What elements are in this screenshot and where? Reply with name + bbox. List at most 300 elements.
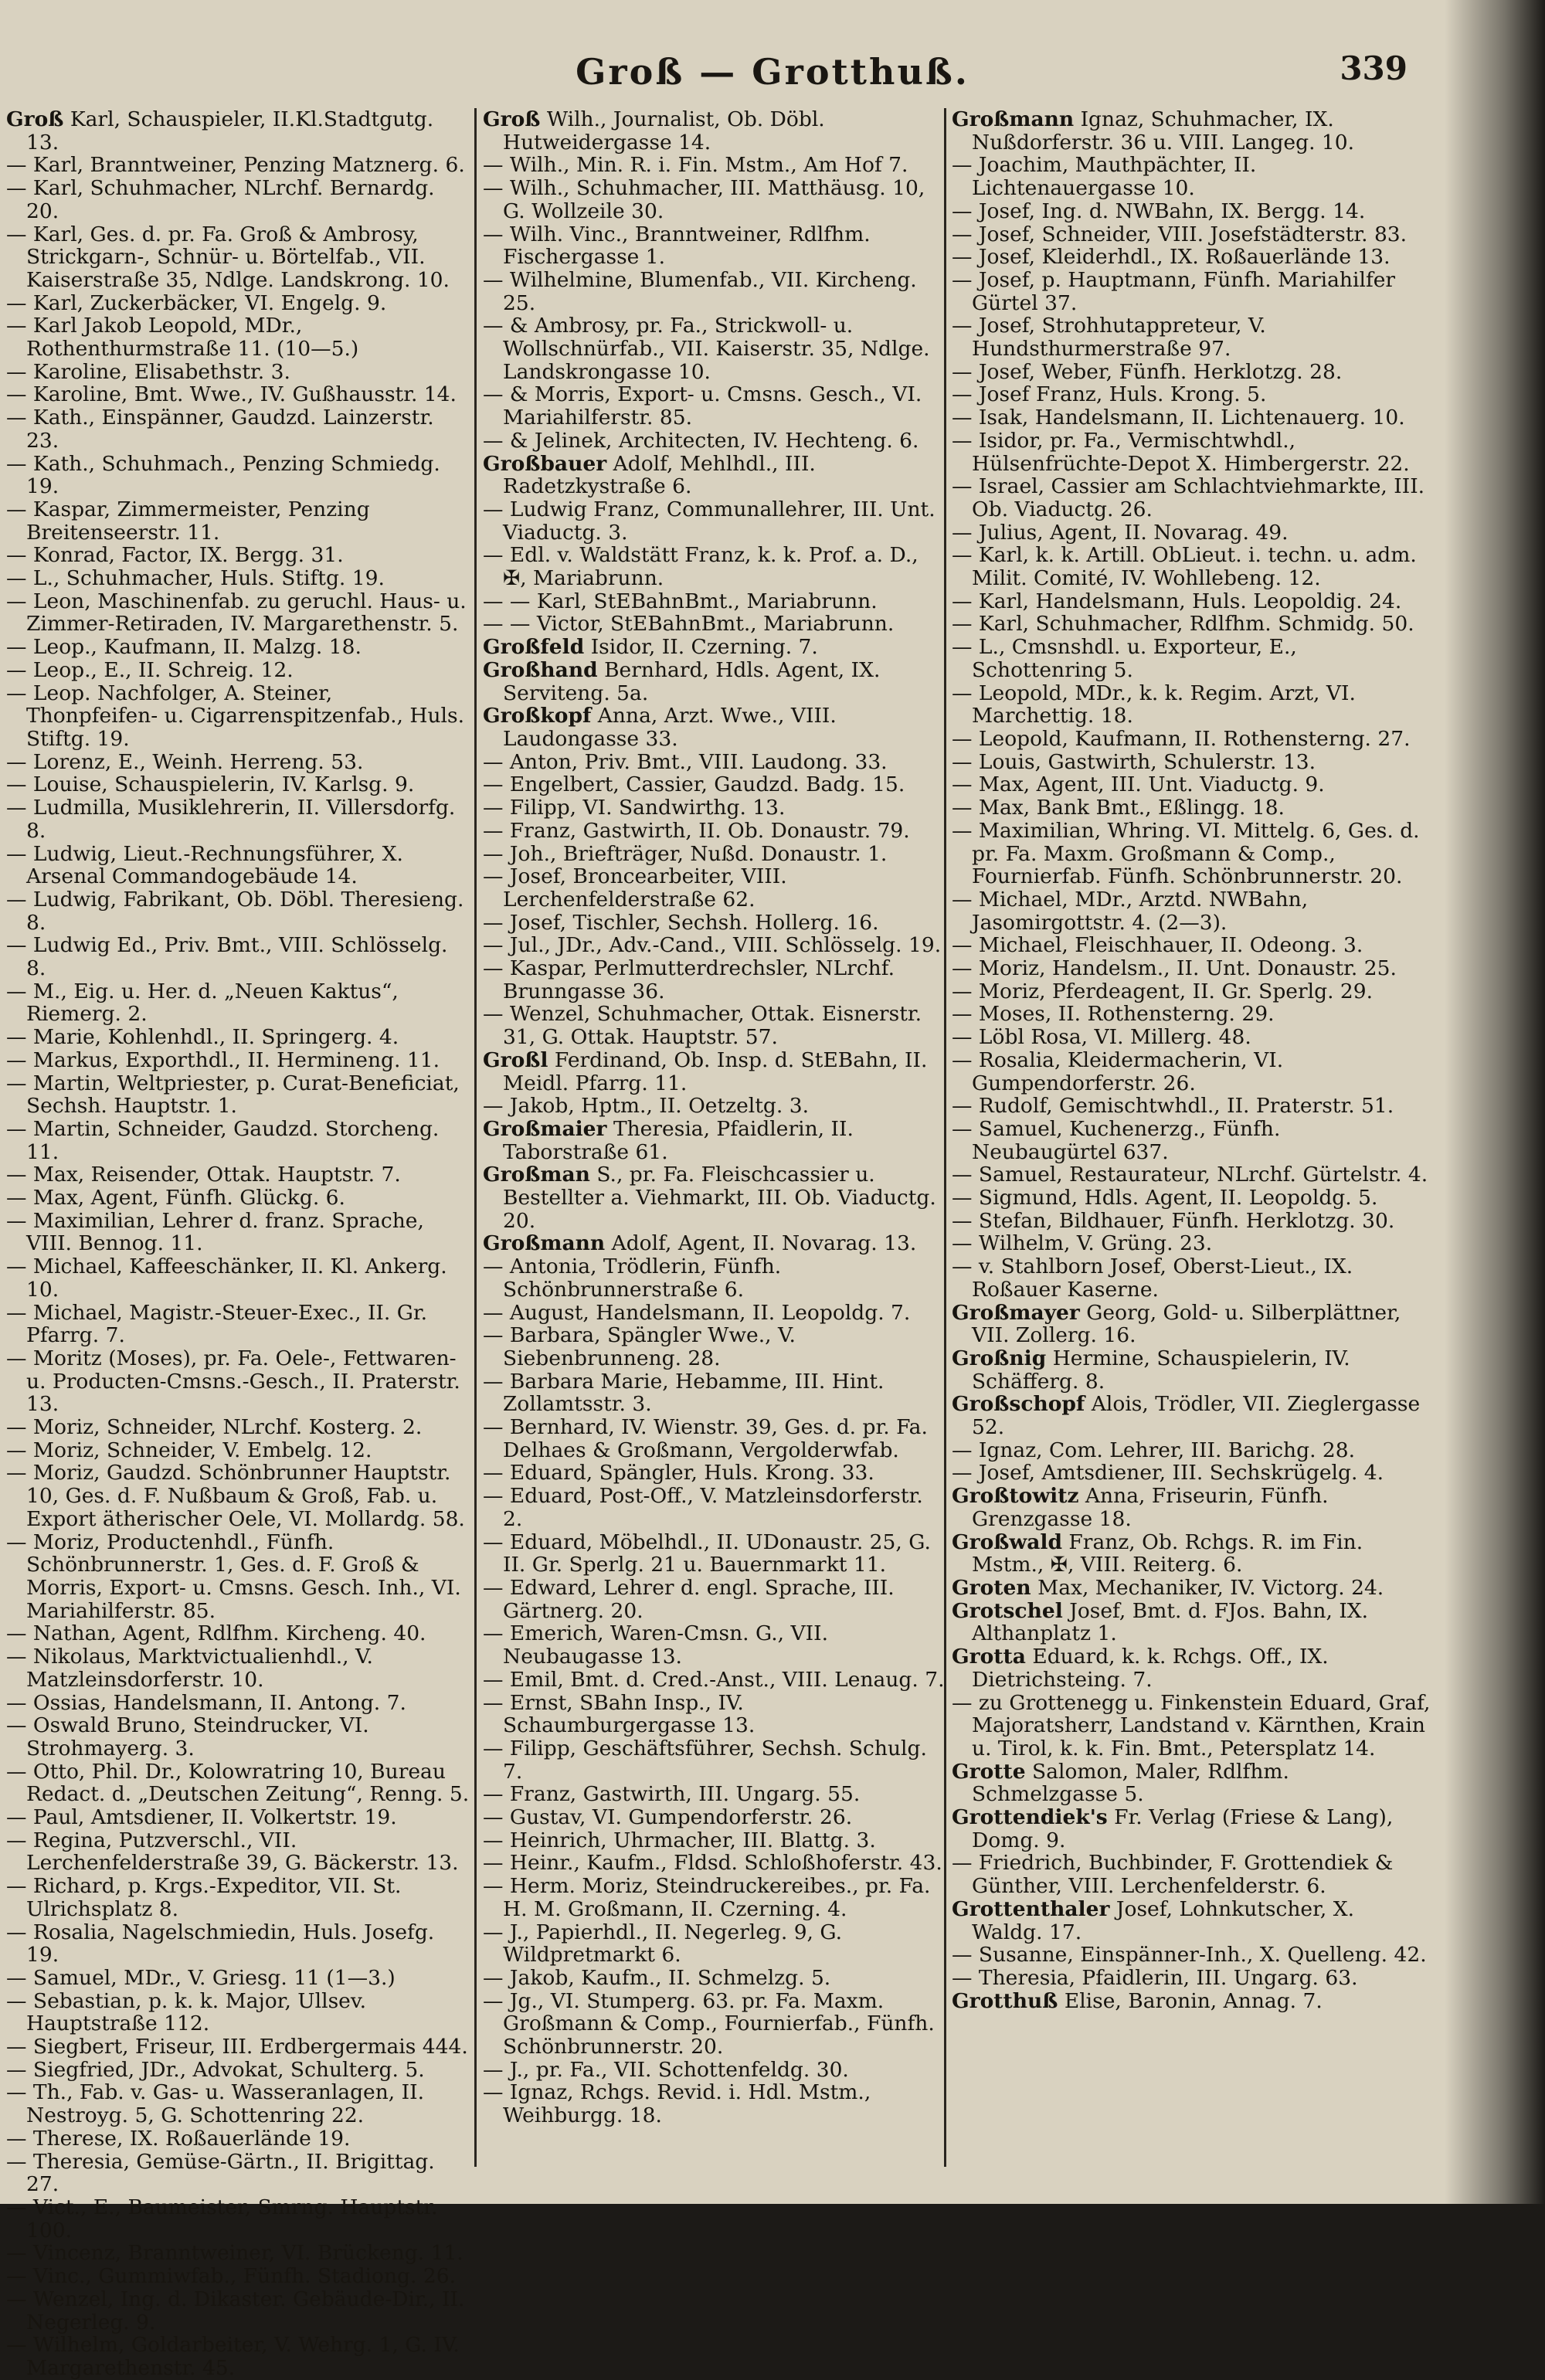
entry-text: — zu Grottenegg u. Finkenstein Eduard, Graf, Majoratsherr, Landstand v. Kärnthen, Krain u. Tirol, k. k. Fin. Bmt., Petersplatz 14. bbox=[952, 1690, 1431, 1760]
directory-entry bbox=[483, 796, 946, 820]
entry-text: — Ignaz, Com. Lehrer, III. Barichg. 28. bbox=[952, 1438, 1356, 1462]
entry-text: — Karl Jakob Leopold, MDr., Rothenthurmstraße 11. (10—5.) bbox=[6, 314, 359, 362]
directory-entry bbox=[483, 1255, 946, 1301]
directory-entry bbox=[483, 544, 946, 589]
directory-entry bbox=[952, 590, 1431, 613]
entry-text: — Ludwig Ed., Priv. Bmt., VIII. Schlösselg. 8. bbox=[6, 933, 448, 981]
directory-entry bbox=[952, 1990, 1431, 2013]
directory-entry bbox=[6, 154, 470, 177]
entry-text: — Jg., VI. Stumperg. 63. pr. Fa. Maxm. Großmann & Comp., Fournierfab., Fünfh. Schönbrunnerstr. 20. bbox=[483, 1988, 935, 2059]
directory-entry bbox=[483, 704, 946, 750]
entry-text: — Joachim, Mauthpächter, II. Lichtenauergasse 10. bbox=[952, 153, 1257, 201]
entry-text: — Konrad, Factor, IX. Bergg. 31. bbox=[6, 543, 344, 568]
directory-entry bbox=[952, 521, 1431, 545]
entry-text: — Gustav, VI. Gumpendorferstr. 26. bbox=[483, 1805, 853, 1830]
entry-text: — Wilhelm, V. Grüng. 23. bbox=[952, 1231, 1213, 1256]
directory-entry bbox=[952, 1232, 1431, 1255]
entry-text: Hermine, Schauspielerin, IV. Schäfferg. 8. bbox=[972, 1346, 1350, 1394]
entry-text: — J., Papierhdl., II. Negerleg. 9, G. Wildpretmarkt 6. bbox=[483, 1920, 843, 1967]
directory-entry bbox=[483, 1163, 946, 1232]
directory-entry bbox=[952, 1210, 1431, 1233]
directory-entry bbox=[6, 2334, 470, 2379]
entry-surname: Grottendiek's bbox=[952, 1805, 1108, 1830]
entry-text: — Kaspar, Zimmermeister, Penzing Breitenseerstr. 11. bbox=[6, 497, 370, 545]
entry-text: — Ernst, SBahn Insp., IV. Schaumburgergasse 13. bbox=[483, 1690, 756, 1738]
directory-entry bbox=[6, 2265, 470, 2288]
entry-text: — Karl, Schuhmacher, NLrchf. Bernardg. 20. bbox=[6, 176, 435, 223]
entry-text: — Vincenz, Branntweiner, VI. Brückeng. 11. bbox=[6, 2241, 464, 2266]
entry-text: — Ludwig, Lieut.-Rechnungsführer, X. Arsenal Commandogebäude 14. bbox=[6, 841, 403, 889]
entry-text: — Nikolaus, Marktvictualienhdl., V. Matzleinsdorferstr. 10. bbox=[6, 1645, 373, 1692]
directory-entry bbox=[6, 361, 470, 384]
directory-entry bbox=[483, 1692, 946, 1737]
directory-entry bbox=[6, 1806, 470, 1829]
directory-entry bbox=[483, 1324, 946, 1370]
entry-text: — Edl. v. Waldstätt Franz, k. k. Prof. a. D., ✠, Mariabrunn. bbox=[483, 543, 919, 591]
entry-text: — Ludwig Franz, Communallehrer, III. Unt. Viaductg. 3. bbox=[483, 497, 935, 545]
entry-text: — Wilh., Min. R. i. Fin. Mstm., Am Hof 7. bbox=[483, 153, 908, 178]
directory-entry bbox=[952, 1187, 1431, 1210]
directory-entry bbox=[6, 1692, 470, 1715]
directory-entry bbox=[483, 314, 946, 383]
entry-text: — Vict., E., Baumeister, Smrng. Hauptstr. 100. bbox=[6, 2195, 438, 2242]
directory-entry bbox=[483, 1737, 946, 1783]
directory-entry bbox=[952, 728, 1431, 751]
directory-entry bbox=[6, 1416, 470, 1439]
entry-text: — Otto, Phil. Dr., Kolowratring 10, Bureau Redact. d. „Deutschen Zeitung“, Renng. 5. bbox=[6, 1759, 470, 1807]
directory-entry bbox=[483, 1003, 946, 1048]
entry-text: — & Morris, Export- u. Cmsns. Gesch., VI. Mariahilferstr. 85. bbox=[483, 382, 922, 430]
entry-text: — Martin, Weltpriester, p. Curat-Beneficiat, Sechsh. Hauptstr. 1. bbox=[6, 1071, 460, 1119]
entry-text: — Markus, Exporthdl., II. Hermineng. 11. bbox=[6, 1047, 440, 1072]
entry-text: — Samuel, Kuchenerzg., Fünfh. Neubaugürtel 637. bbox=[952, 1116, 1281, 1164]
directory-entry bbox=[483, 751, 946, 774]
directory-entry bbox=[483, 636, 946, 659]
directory-entry bbox=[952, 406, 1431, 429]
directory-entry bbox=[952, 1692, 1431, 1760]
entry-text: — Theresia, Gemüse-Gärtn., II. Brigittag. 27. bbox=[6, 2149, 435, 2197]
entry-text: — Josef, Ing. d. NWBahn, IX. Bergg. 14. bbox=[952, 199, 1366, 223]
directory-entry bbox=[483, 1783, 946, 1806]
entry-text: Bernhard, Hdls. Agent, IX. Serviteng. 5a. bbox=[503, 657, 881, 705]
directory-entry bbox=[483, 1095, 946, 1118]
page-header bbox=[0, 45, 1545, 99]
entry-surname: Großl bbox=[483, 1047, 548, 1072]
entry-text: Elise, Baronin, Annag. 7. bbox=[1058, 1988, 1323, 2013]
directory-entry bbox=[952, 934, 1431, 957]
entry-text: — Ludmilla, Musiklehrerin, II. Villersdorfg. 8. bbox=[6, 796, 456, 843]
entry-text: — Moriz, Schneider, NLrchf. Kosterg. 2. bbox=[6, 1415, 423, 1440]
directory-entry bbox=[6, 1347, 470, 1416]
entry-text: — Stefan, Bildhauer, Fünfh. Herklotzg. 30. bbox=[952, 1208, 1395, 1233]
directory-entry bbox=[6, 1714, 470, 1760]
entry-text: — Leop., Kaufmann, II. Malzg. 18. bbox=[6, 635, 362, 660]
entry-text: — Josef, Kleiderhdl., IX. Roßauerlände 13. bbox=[952, 245, 1390, 270]
directory-entry bbox=[6, 498, 470, 544]
directory-entry bbox=[6, 1026, 470, 1049]
directory-entry bbox=[483, 1416, 946, 1462]
directory-entry bbox=[6, 2151, 470, 2196]
directory-entry bbox=[6, 1829, 470, 1875]
entry-text: — Leopold, Kaufmann, II. Rothensterng. 27. bbox=[952, 726, 1411, 751]
entry-text: — Max, Agent, Fünfh. Glückg. 6. bbox=[6, 1186, 345, 1210]
entry-text: — Friedrich, Buchbinder, F. Grottendiek & Günther, VIII. Lerchenfelderstr. 6. bbox=[952, 1851, 1394, 1899]
directory-entry bbox=[952, 1760, 1431, 1806]
entry-text: Ferdinand, Ob. Insp. d. StEBahn, II. Meidl. Pfarrg. 11. bbox=[503, 1047, 928, 1095]
directory-entry bbox=[483, 429, 946, 453]
entry-text: Max, Mechaniker, IV. Victorg. 24. bbox=[1031, 1576, 1384, 1600]
entry-text: — Josef, p. Hauptmann, Fünfh. Mariahilfer Gürtel 37. bbox=[952, 267, 1396, 315]
directory-entry bbox=[483, 912, 946, 935]
directory-entry bbox=[6, 1072, 470, 1118]
entry-text: — Emil, Bmt. d. Cred.-Anst., VIII. Lenaug. 7. bbox=[483, 1667, 945, 1692]
entry-text: — Karl, Ges. d. pr. Fa. Groß & Ambrosy, Strickgarn-, Schnür- u. Börtelfab., VII. Kaiserstraße 35, Ndlge. Landskrong. 10. bbox=[6, 222, 450, 292]
directory-entry bbox=[952, 269, 1431, 314]
entry-surname: Großhand bbox=[483, 657, 598, 682]
entry-text: — Susanne, Einspänner-Inh., X. Quelleng. 42. bbox=[952, 1943, 1427, 1967]
entry-text: — Wilh., Schuhmacher, III. Matthäusg. 10, G. Wollzeile 30. bbox=[483, 176, 925, 223]
directory-entry bbox=[483, 1302, 946, 1325]
entry-text: — Karl, Schuhmacher, Rdlfhm. Schmidg. 50. bbox=[952, 612, 1414, 637]
entry-text: — Maximilian, Lehrer d. franz. Sprache, VIII. Bennog. 11. bbox=[6, 1208, 424, 1256]
entry-text: — Jul., JDr., Adv.-Cand., VIII. Schlösselg. 19. bbox=[483, 933, 942, 958]
entry-text: — Filipp, VI. Sandwirthg. 13. bbox=[483, 796, 786, 820]
column-1 bbox=[6, 107, 470, 2380]
directory-entry bbox=[952, 1163, 1431, 1187]
entry-text: — Siegbert, Friseur, III. Erdbergermais 444. bbox=[6, 2035, 468, 2059]
directory-entry bbox=[6, 1163, 470, 1187]
directory-entry bbox=[6, 1531, 470, 1623]
entry-text: — Ludwig, Fabrikant, Ob. Döbl. Theresieng. 8. bbox=[6, 887, 464, 935]
directory-entry bbox=[483, 1669, 946, 1692]
entry-text: — Max, Bank Bmt., Eßlingg. 18. bbox=[952, 796, 1285, 820]
directory-entry bbox=[952, 636, 1431, 681]
directory-entry bbox=[6, 1921, 470, 1967]
directory-entry bbox=[6, 1875, 470, 1920]
directory-entry bbox=[483, 1622, 946, 1668]
directory-entry bbox=[6, 453, 470, 498]
scan-dark-edge bbox=[1445, 0, 1545, 2204]
entry-surname: Großmaier bbox=[483, 1116, 607, 1141]
entry-text: — — Karl, StEBahnBmt., Mariabrunn. bbox=[483, 589, 878, 613]
entry-text: Josef, Lohnkutscher, X. Waldg. 17. bbox=[972, 1896, 1354, 1944]
entry-text: — Barbara Marie, Hebamme, III. Hint. Zollamtsstr. 3. bbox=[483, 1369, 885, 1417]
directory-entry bbox=[952, 1462, 1431, 1485]
column-2 bbox=[483, 108, 946, 2163]
directory-entry bbox=[483, 498, 946, 544]
entry-text: — Max, Agent, III. Unt. Viaductg. 9. bbox=[952, 772, 1325, 797]
directory-entry bbox=[483, 934, 946, 957]
entry-text: — Rudolf, Gemischtwhdl., II. Praterstr. 51. bbox=[952, 1094, 1394, 1119]
entry-text: — Richard, p. Krgs.-Expeditor, VII. St. Ulrichsplatz 8. bbox=[6, 1874, 402, 1921]
entry-text: — Rosalia, Nagelschmiedin, Huls. Josefg. 19. bbox=[6, 1920, 435, 1967]
entry-text: — Isidor, pr. Fa., Vermischtwhdl., Hülsenfrüchte-Depot X. Himbergerstr. 22. bbox=[952, 428, 1410, 476]
entry-text: — Wenzel, Schuhmacher, Ottak. Eisnerstr. 31, G. Ottak. Hauptstr. 57. bbox=[483, 1002, 922, 1050]
directory-entry bbox=[483, 1990, 946, 2059]
directory-entry bbox=[952, 1095, 1431, 1118]
directory-entry bbox=[952, 1347, 1431, 1393]
directory-entry bbox=[483, 1577, 946, 1622]
directory-entry bbox=[952, 682, 1431, 728]
entry-surname: Großman bbox=[483, 1163, 590, 1187]
directory-entry bbox=[952, 820, 1431, 888]
directory-entry bbox=[6, 1967, 470, 1990]
entry-text: — Vinc., Gummiwfab., Fünfh. Stadiong. 26. bbox=[6, 2264, 457, 2289]
entry-surname: Großschopf bbox=[952, 1392, 1085, 1417]
directory-entry bbox=[6, 2127, 470, 2151]
directory-entry bbox=[483, 177, 946, 222]
directory-entry bbox=[6, 682, 470, 751]
directory-entry bbox=[952, 1806, 1431, 1852]
entry-text: — Antonia, Trödlerin, Fünfh. Schönbrunnerstraße 6. bbox=[483, 1255, 782, 1302]
entry-text: — Leopold, MDr., k. k. Regim. Arzt, VI. Marchettig. 18. bbox=[952, 681, 1356, 728]
entry-text: — Leop. Nachfolger, A. Steiner, Thonpfeifen- u. Cigarrenspitzenfab., Huls. Stiftg. 19. bbox=[6, 681, 465, 751]
entry-text: Isidor, II. Czerning. 7. bbox=[584, 635, 818, 660]
directory-entry bbox=[483, 590, 946, 613]
entry-text: — Samuel, Restaurateur, NLrchf. Gürtelstr. 4. bbox=[952, 1163, 1428, 1187]
directory-entry bbox=[6, 1187, 470, 1210]
entry-text: — Josef, Tischler, Sechsh. Hollerg. 16. bbox=[483, 910, 879, 935]
entry-text: — Moriz, Schneider, V. Embelg. 12. bbox=[6, 1438, 372, 1462]
entry-text: — Moriz, Pferdeagent, II. Gr. Sperlg. 29. bbox=[952, 979, 1374, 1003]
directory-entry bbox=[952, 1049, 1431, 1095]
entry-text: — Eduard, Post-Off., V. Matzleinsdorferstr. 2. bbox=[483, 1484, 923, 1531]
entry-text: — Nathan, Agent, Rdlfhm. Kircheng. 40. bbox=[6, 1621, 426, 1646]
directory-entry bbox=[483, 1049, 946, 1095]
entry-surname: Grotte bbox=[952, 1759, 1026, 1784]
entry-text: — Josef, Weber, Fünfh. Herklotzg. 28. bbox=[952, 359, 1343, 384]
entry-text: — Leon, Maschinenfab. zu geruchl. Haus- u. Zimmer-Retiraden, IV. Margarethenstr. 5. bbox=[6, 589, 467, 637]
directory-entry bbox=[6, 406, 470, 452]
directory-entry bbox=[952, 1967, 1431, 1990]
directory-entry bbox=[6, 773, 470, 796]
entry-surname: Grotta bbox=[952, 1645, 1026, 1669]
directory-entry bbox=[483, 613, 946, 636]
entry-surname: Großtowitz bbox=[952, 1484, 1079, 1509]
entry-text: Franz, Ob. Rchgs. R. im Fin. Mstm., ✠, VIII. Reiterg. 6. bbox=[972, 1530, 1363, 1577]
directory-entry bbox=[952, 888, 1431, 934]
entry-text: — Josef, Amtsdiener, III. Sechskrügelg. 4. bbox=[952, 1461, 1384, 1485]
entry-text: — J., pr. Fa., VII. Schottenfeldg. 30. bbox=[483, 2057, 849, 2082]
directory-entry bbox=[483, 1531, 946, 1577]
entry-text: — Moses, II. Rothensterng. 29. bbox=[952, 1002, 1275, 1027]
entry-surname: Großkopf bbox=[483, 704, 592, 728]
directory-entry bbox=[6, 1462, 470, 1530]
entry-text: — Löbl Rosa, VI. Millerg. 48. bbox=[952, 1025, 1251, 1050]
entry-surname: Großfeld bbox=[483, 635, 585, 660]
directory-entry bbox=[483, 2059, 946, 2082]
entry-text: Eduard, k. k. Rchgs. Off., IX. Dietrichsteing. 7. bbox=[972, 1645, 1329, 1692]
directory-entry bbox=[6, 1760, 470, 1806]
directory-entry bbox=[6, 108, 470, 154]
entry-text: — Regina, Putzverschl., VII. Lerchenfelderstraße 39, G. Bäckerstr. 13. bbox=[6, 1828, 459, 1876]
entry-text: — Louis, Gastwirth, Schulerstr. 13. bbox=[952, 749, 1316, 774]
directory-entry bbox=[6, 314, 470, 360]
entry-surname: Großmayer bbox=[952, 1300, 1080, 1325]
entry-text: — Sebastian, p. k. k. Major, Ullsev. Hauptstraße 112. bbox=[6, 1988, 367, 2036]
entry-text: — Ignaz, Rchgs. Revid. i. Hdl. Mstm., Weihburgg. 18. bbox=[483, 2080, 871, 2128]
directory-entry bbox=[952, 1485, 1431, 1530]
directory-entry bbox=[952, 957, 1431, 980]
directory-entry bbox=[483, 957, 946, 1003]
entry-text: — Engelbert, Cassier, Gaudzd. Badg. 15. bbox=[483, 772, 905, 797]
entry-text: — Michael, Magistr.-Steuer-Exec., II. Gr. Pfarrg. 7. bbox=[6, 1300, 428, 1348]
entry-text: — Moritz (Moses), pr. Fa. Oele-, Fettwaren- u. Producten-Cmsns.-Gesch., II. Praterstr. 13. bbox=[6, 1346, 460, 1417]
directory-entry bbox=[6, 1210, 470, 1255]
entry-surname: Großnig bbox=[952, 1346, 1047, 1370]
directory-entry bbox=[952, 475, 1431, 521]
entry-text: — Karl, Branntweiner, Penzing Matznerg. 6. bbox=[6, 153, 465, 178]
directory-entry bbox=[952, 246, 1431, 269]
directory-entry bbox=[6, 544, 470, 567]
directory-entry bbox=[483, 1462, 946, 1485]
directory-entry bbox=[483, 820, 946, 843]
entry-text: — Theresia, Pfaidlerin, III. Ungarg. 63. bbox=[952, 1965, 1358, 1990]
entry-surname: Groten bbox=[952, 1576, 1031, 1600]
directory-entry bbox=[952, 223, 1431, 246]
directory-entry bbox=[6, 590, 470, 636]
entry-text: — Julius, Agent, II. Novarag. 49. bbox=[952, 520, 1289, 545]
entry-text: — & Ambrosy, pr. Fa., Strickwoll- u. Wollschnürfab., VII. Kaiserstr. 35, Ndlge. Landskrongasse 10. bbox=[483, 314, 930, 384]
entry-text: — M., Eig. u. Her. d. „Neuen Kaktus“, Riemerg. 2. bbox=[6, 979, 399, 1027]
directory-entry bbox=[483, 1232, 946, 1255]
directory-entry bbox=[483, 1875, 946, 1920]
directory-entry bbox=[483, 1829, 946, 1852]
directory-entry bbox=[483, 1967, 946, 1990]
directory-entry bbox=[483, 154, 946, 177]
directory-entry bbox=[483, 1485, 946, 1530]
entry-text: — Marie, Kohlenhdl., II. Springerg. 4. bbox=[6, 1025, 399, 1050]
directory-entry bbox=[6, 796, 470, 842]
entry-text: Adolf, Mehlhdl., III. Radetzkystraße 6. bbox=[503, 451, 816, 499]
directory-entry bbox=[952, 1393, 1431, 1438]
entry-text: — Samuel, MDr., V. Griesg. 11 (1—3.) bbox=[6, 1965, 396, 1990]
entry-text: Theresia, Pfaidlerin, II. Taborstraße 61. bbox=[503, 1116, 854, 1164]
entry-surname: Großwald bbox=[952, 1530, 1062, 1554]
entry-text: — & Jelinek, Architecten, IV. Hechteng. 6. bbox=[483, 428, 919, 453]
entry-text: — Rosalia, Kleidermacherin, VI. Gumpendorferstr. 26. bbox=[952, 1047, 1284, 1095]
directory-entry bbox=[952, 1118, 1431, 1163]
entry-text: — Lorenz, E., Weinh. Herreng. 53. bbox=[6, 749, 364, 774]
directory-entry bbox=[952, 1302, 1431, 1347]
entry-text: — Franz, Gastwirth, II. Ob. Donaustr. 79. bbox=[483, 818, 910, 843]
entry-text: — Oswald Bruno, Steindrucker, VI. Strohmayerg. 3. bbox=[6, 1713, 369, 1760]
entry-text: — Isak, Handelsmann, II. Lichtenauerg. 10. bbox=[952, 406, 1405, 430]
entry-text: — Max, Reisender, Ottak. Hauptstr. 7. bbox=[6, 1163, 401, 1187]
directory-entry bbox=[952, 1577, 1431, 1600]
entry-text: — Moriz, Handelsm., II. Unt. Donaustr. 25. bbox=[952, 956, 1397, 981]
directory-entry bbox=[483, 223, 946, 269]
directory-entry bbox=[483, 2081, 946, 2127]
directory-entry bbox=[6, 2288, 470, 2334]
entry-text: — Franz, Gastwirth, III. Ungarg. 55. bbox=[483, 1782, 861, 1807]
entry-text: — Herm. Moriz, Steindruckereibes., pr. Fa. H. M. Großmann, II. Czerning. 4. bbox=[483, 1874, 931, 1921]
entry-text: — L., Schuhmacher, Huls. Stiftg. 19. bbox=[6, 566, 385, 591]
entry-text: Fr. Verlag (Friese & Lang), Domg. 9. bbox=[972, 1805, 1394, 1852]
entry-text: — Jakob, Hptm., II. Oetzeltg. 3. bbox=[483, 1094, 809, 1119]
directory-entry bbox=[483, 108, 946, 154]
directory-entry bbox=[952, 1003, 1431, 1026]
directory-entry bbox=[952, 1600, 1431, 1645]
entry-text: — Karoline, Elisabethstr. 3. bbox=[6, 359, 290, 384]
directory-entry bbox=[6, 2081, 470, 2127]
directory-entry bbox=[952, 200, 1431, 223]
entry-text: — August, Handelsmann, II. Leopoldg. 7. bbox=[483, 1300, 911, 1325]
entry-text: — Moriz, Productenhdl., Fünfh. Schönbrunnerstr. 1, Ges. d. F. Groß & Morris, Export- u. Cmsns. Gesch. Inh., VI. Mariahilferstr. 85. bbox=[6, 1530, 461, 1623]
entry-text: Anna, Friseurin, Fünfh. Grenzgasse 18. bbox=[972, 1484, 1329, 1531]
entry-surname: Großbauer bbox=[483, 451, 607, 476]
entry-text: — Heinr., Kaufm., Fldsd. Schloßhoferstr. 43. bbox=[483, 1851, 942, 1876]
entry-text: — L., Cmsnshdl. u. Exporteur, E., Schottenring 5. bbox=[952, 635, 1297, 682]
directory-entry bbox=[483, 865, 946, 911]
directory-entry bbox=[952, 1645, 1431, 1691]
entry-text: — Emerich, Waren-Cmsn. G., VII. Neubaugasse 13. bbox=[483, 1621, 828, 1669]
directory-entry bbox=[952, 383, 1431, 406]
directory-entry bbox=[6, 292, 470, 315]
directory-entry bbox=[483, 1806, 946, 1829]
directory-entry bbox=[952, 1898, 1431, 1944]
directory-entry bbox=[483, 843, 946, 866]
entry-text: — Wilhelmine, Blumenfab., VII. Kircheng. 25. bbox=[483, 267, 917, 315]
directory-entry bbox=[952, 1531, 1431, 1577]
entry-text: — Edward, Lehrer d. engl. Sprache, III. Gärtnerg. 20. bbox=[483, 1576, 895, 1623]
directory-entry bbox=[952, 108, 1431, 154]
directory-entry bbox=[6, 223, 470, 292]
directory-entry bbox=[952, 773, 1431, 796]
entry-text: — Karl, k. k. Artill. ObLieut. i. techn. u. adm. Milit. Comité, IV. Wohllebeng. 12. bbox=[952, 543, 1417, 591]
directory-entry bbox=[6, 751, 470, 774]
entry-text: — Josef, Broncearbeiter, VIII. Lerchenfelderstraße 62. bbox=[483, 864, 787, 912]
entry-text: — Sigmund, Hdls. Agent, II. Leopoldg. 5. bbox=[952, 1186, 1378, 1210]
entry-text: — Leop., E., II. Schreig. 12. bbox=[6, 657, 294, 682]
entry-text: — Maximilian, Whring. VI. Mittelg. 6, Ges. d. pr. Fa. Maxm. Großmann & Comp., Fournierfab. Fünfh. Schönbrunnerstr. 20. bbox=[952, 818, 1420, 889]
directory-entry bbox=[952, 361, 1431, 384]
directory-entry bbox=[6, 567, 470, 590]
column-3 bbox=[952, 108, 1431, 2163]
directory-entry bbox=[952, 980, 1431, 1003]
directory-entry bbox=[483, 1852, 946, 1875]
directory-entry bbox=[483, 1118, 946, 1163]
directory-entry bbox=[952, 1944, 1431, 1967]
entry-surname: Groß bbox=[483, 107, 541, 131]
directory-entry bbox=[952, 613, 1431, 636]
directory-entry bbox=[483, 1370, 946, 1416]
directory-entry bbox=[952, 1255, 1431, 1301]
directory-entry bbox=[952, 154, 1431, 199]
entry-text: — Th., Fab. v. Gas- u. Wasseranlagen, II. Nestroyg. 5, G. Schottenring 22. bbox=[6, 2080, 425, 2128]
directory-entry bbox=[952, 429, 1431, 475]
directory-entry bbox=[6, 1439, 470, 1462]
entry-text: — v. Stahlborn Josef, Oberst-Lieut., IX. Roßauer Kaserne. bbox=[952, 1255, 1353, 1302]
entry-text: — Michael, MDr., Arztd. NWBahn, Jasomirgottstr. 4. (2—3). bbox=[952, 887, 1309, 935]
entry-surname: Grotthuß bbox=[952, 1988, 1058, 2013]
entry-text: — Eduard, Möbelhdl., II. UDonaustr. 25, G. II. Gr. Sperlg. 21 u. Bauernmarkt 11. bbox=[483, 1530, 931, 1577]
entry-text: — Karl, Handelsmann, Huls. Leopoldig. 24. bbox=[952, 589, 1402, 613]
directory-entry bbox=[483, 269, 946, 314]
entry-text: — Michael, Kaffeeschänker, II. Kl. Ankerg. 10. bbox=[6, 1255, 447, 1302]
entry-text: — Wilh. Vinc., Branntweiner, Rdlfhm. Fischergasse 1. bbox=[483, 222, 871, 270]
directory-entry bbox=[6, 636, 470, 659]
directory-entry bbox=[6, 934, 470, 980]
entry-text: — Barbara, Spängler Wwe., V. Siebenbrunneng. 28. bbox=[483, 1323, 796, 1370]
directory-entry bbox=[6, 1255, 470, 1301]
directory-entry bbox=[6, 1302, 470, 1347]
directory-entry bbox=[6, 177, 470, 222]
entry-text: — Kath., Einspänner, Gaudzd. Lainzerstr. 23. bbox=[6, 406, 434, 453]
entry-text: Salomon, Maler, Rdlfhm. Schmelzgasse 5. bbox=[972, 1759, 1289, 1807]
entry-text: — Heinrich, Uhrmacher, III. Blattg. 3. bbox=[483, 1828, 876, 1852]
entry-text: — Kath., Schuhmach., Penzing Schmiedg. 19. bbox=[6, 451, 440, 499]
